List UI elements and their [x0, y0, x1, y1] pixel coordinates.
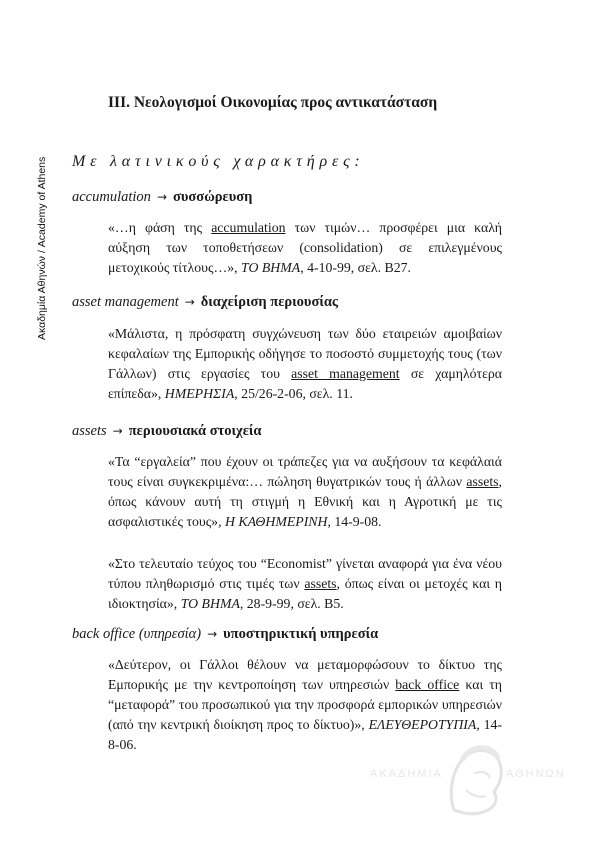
underlined-term: accumulation — [211, 220, 286, 235]
term-english: assets — [72, 423, 107, 439]
term-assets — [72, 423, 262, 440]
source-name: ΗΜΕΡΗΣΙΑ — [164, 386, 235, 401]
term-english: asset management — [72, 294, 179, 310]
arrow-icon: → — [207, 627, 218, 641]
term-english: accumulation — [72, 189, 151, 205]
quote-asset-management: «Μάλιστα, η πρόσφατη συγχώνευση των δύο εταιρειών αμοιβαίων κεφαλαίων της Εμπορικής οδήγησε το ποσοστό συμμετοχής τους (των Γάλλων) στις εργασίες του asset management σε χαμηλότερα επίπεδα», ΗΜΕΡΗΣΙΑ, 25/26-2-06, σελ. 11. — [108, 326, 502, 401]
term-greek: περιουσιακά στοιχεία — [128, 423, 262, 439]
quote-back-office: «Δεύτερον, οι Γάλλοι θέλουν να μεταμορφώσουν το δίκτυο της Εμπορικής με την κεντροποίηση των υπηρεσιών back office και τη “μεταφορά” του προσωπικού για την προσφορά εμπορικών υπηρεσιών (από την κεντρική διοίκηση προς το δίκτυο)», ΕΛΕΥΘΕΡΟΤΥΠΙΑ, 14-8-06. — [108, 657, 502, 752]
term-asset-management — [72, 294, 338, 311]
quote-assets-1: «Τα “εργαλεία” που έχουν οι τράπεζες για να αυξήσουν τα κεφάλαιά τους είναι συγκεκριμένα:… πώληση θυγατρικών τους ή άλλων assets, όπως κάνουν αυτή τη στιγμή η Εθνική και η Αγροτική με τις ασφαλιστικές τους», Η ΚΑΘΗΜΕΡΙΝΗ, 14-9-08. — [108, 454, 502, 529]
academy-watermark — [368, 740, 598, 820]
arrow-icon: → — [112, 424, 123, 438]
term-greek: συσσώρευση — [173, 189, 253, 205]
quote-accumulation: «…η φάση της accumulation των τιμών… προσφέρει μια καλή αύξηση των τοποθετήσεων (consolidation) σε επιλεγμένους μετοχικούς τίτλους…», ΤΟ ΒΗΜΑ, 4-10-99, σελ. Β27. — [108, 220, 502, 275]
term-greek: διαχείριση περιουσίας — [200, 294, 339, 310]
underlined-term: asset management — [291, 366, 400, 381]
underlined-term: assets — [304, 576, 337, 591]
term-greek: υποστηρικτική υπηρεσία — [223, 626, 379, 642]
quote-assets-2: «Στο τελευταίο τεύχος του “Economist” γίνεται αναφορά για ένα νέου τύπου πληθωρισμό στις τιμές των assets, όπως είναι οι μετοχές και η ιδιοκτησία», ΤΟ ΒΗΜΑ, 28-9-99, σελ. Β5. — [108, 556, 502, 611]
underlined-term: assets — [466, 474, 499, 489]
underlined-term: back office — [395, 677, 460, 692]
source-name: ΤΟ ΒΗΜΑ — [180, 596, 240, 611]
sidebar-label — [36, 40, 52, 340]
source-name: ΕΛΕΥΘΕΡΟΤΥΠΙΑ — [368, 717, 477, 732]
term-back-office — [72, 626, 378, 643]
source-name: ΤΟ ΒΗΜΑ — [241, 260, 301, 275]
arrow-icon: → — [184, 295, 195, 309]
athena-head-icon — [444, 740, 506, 820]
watermark-right-text: ΑΘΗΝΩΝ — [506, 768, 566, 780]
term-accumulation — [72, 189, 252, 206]
section-heading: III. Νεολογισμοί Οικονομίας προς αντικατάσταση — [108, 94, 438, 111]
sidebar-label-text: Ακαδημία Αθηνών / Academy of Athens — [36, 156, 48, 340]
source-name: Η ΚΑΘΗΜΕΡΙΝΗ — [224, 514, 328, 529]
latin-characters-header: Με λατινικούς χαρακτήρες: — [72, 153, 365, 170]
arrow-icon: → — [156, 190, 167, 204]
watermark-left-text: ΑΚΑΔΗΜΙΑ — [370, 768, 443, 780]
term-english: back office (υπηρεσία) — [72, 626, 202, 642]
